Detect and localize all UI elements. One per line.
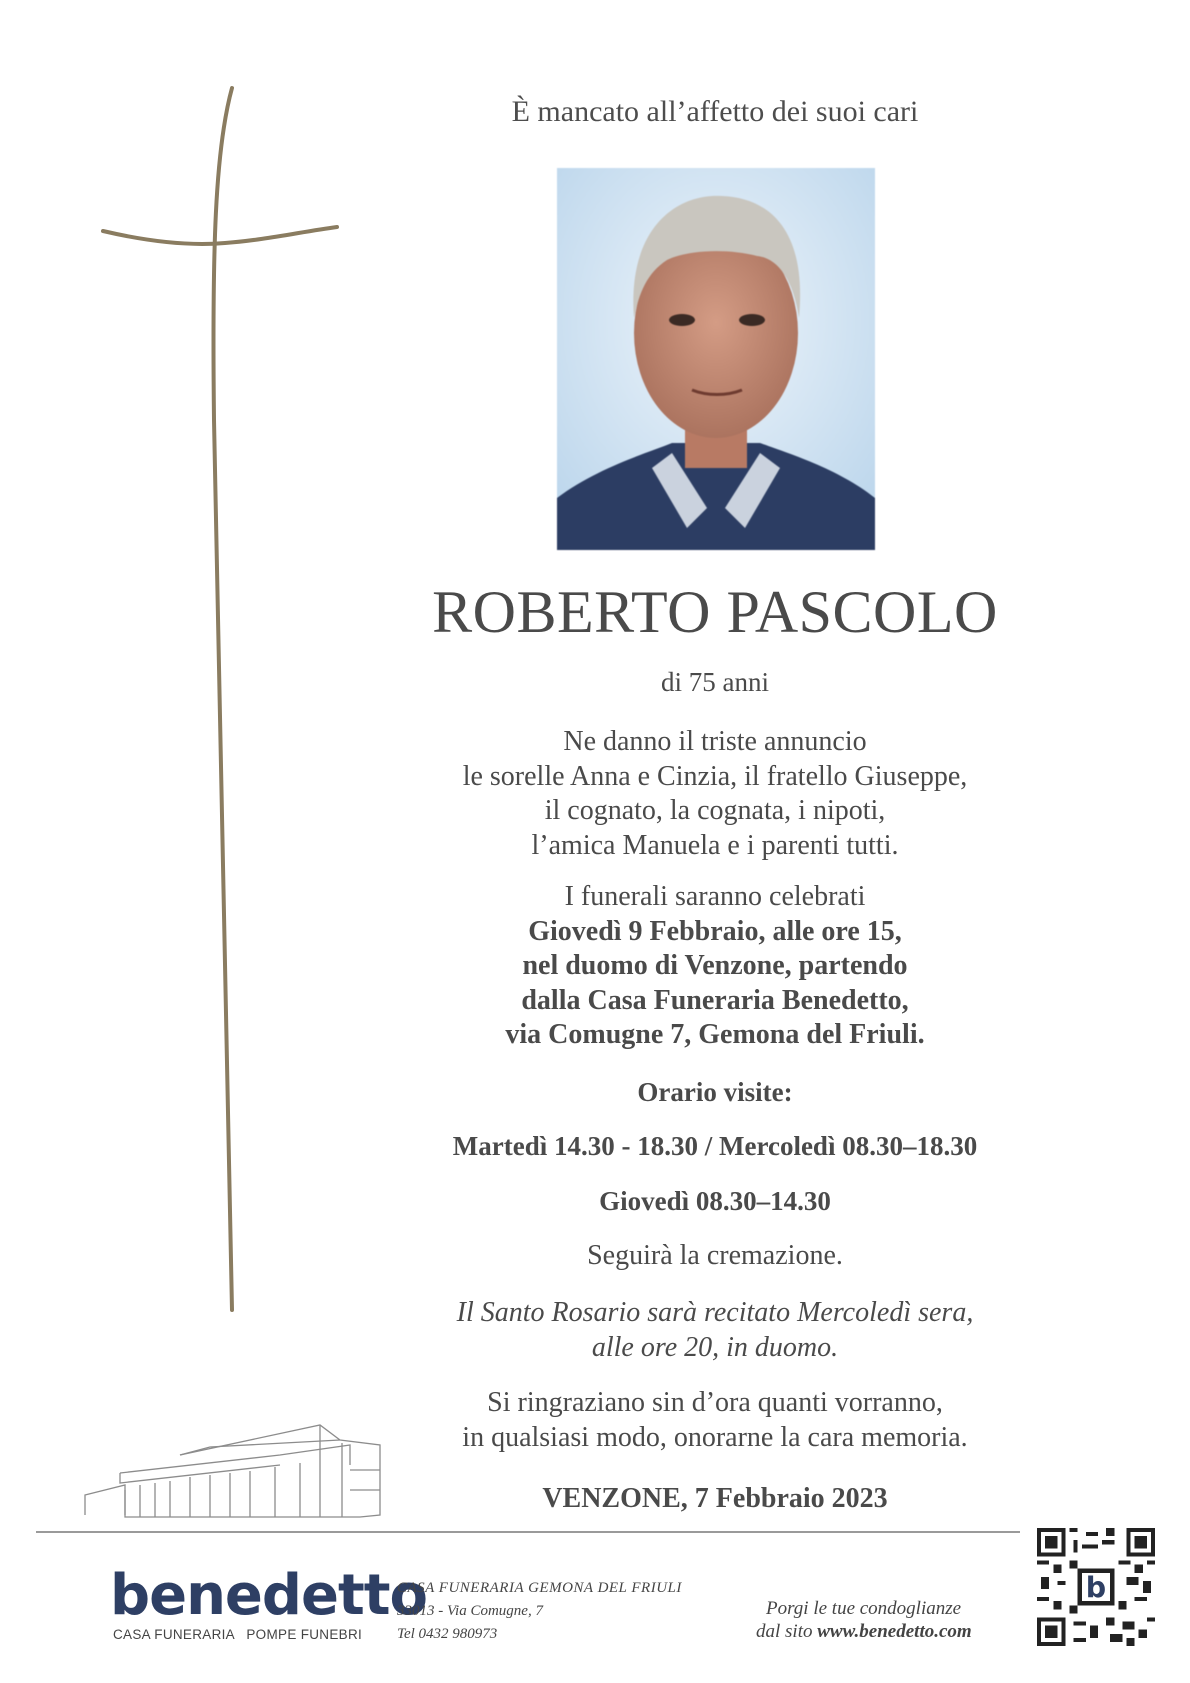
announcement-line: il cognato, la cognata, i nipoti, <box>544 795 886 826</box>
condolences-prefix: dal sito <box>756 1621 818 1642</box>
address-line: CASA FUNERARIA GEMONA DEL FRIULI <box>397 1580 682 1596</box>
address-line: 33013 - Via Comugne, 7 <box>397 1603 543 1619</box>
building-icon <box>80 1415 390 1535</box>
place-date: VENZONE, 7 Febbraio 2023 <box>542 1483 888 1514</box>
announcement-line: le sorelle Anna e Cinzia, il fratello Giuseppe, <box>462 760 968 792</box>
funeral-line: Giovedì 9 Febbraio, alle ore 15, <box>528 915 902 947</box>
rosary-line: Il Santo Rosario sarà recitato Mercoledì sera, <box>456 1297 974 1328</box>
rosary-note <box>385 1296 1045 1365</box>
cremation-note: Seguirà la cremazione. <box>587 1240 843 1271</box>
condolences-text: Porgi le tue condoglianze <box>766 1598 962 1619</box>
deceased-name: ROBERTO PASCOLO <box>432 579 998 645</box>
footer-divider <box>36 1531 1020 1533</box>
visits-title: Orario visite: <box>637 1077 793 1107</box>
announcement <box>385 725 1045 863</box>
website-link[interactable]: www.benedetto.com <box>817 1621 972 1642</box>
cross-icon <box>0 0 360 1320</box>
announcement-line: Ne danno il triste annuncio <box>563 726 867 757</box>
visits-hours: Martedì 14.30 - 18.30 / Mercoledì 08.30–18.30 <box>452 1131 978 1161</box>
funeral-line: nel duomo di Venzone, partendo <box>522 950 908 981</box>
phone-line: Tel 0432 980973 <box>397 1626 498 1642</box>
qr-code-icon[interactable] <box>1037 1528 1155 1646</box>
portrait-photo <box>557 168 875 550</box>
age: di 75 anni <box>661 667 769 697</box>
rosary-line: alle ore 20, in duomo. <box>591 1331 839 1363</box>
thanks-line: in qualsiasi modo, onorarne la cara memoria. <box>462 1421 968 1453</box>
funeral-line: dalla Casa Funeraria Benedetto, <box>521 984 909 1016</box>
funeral-info <box>385 880 1045 1053</box>
announcement-line: l’amica Manuela e i parenti tutti. <box>531 829 899 861</box>
funeral-intro: I funerali saranno celebrati <box>564 881 866 912</box>
thanks-line: Si ringraziano sin d’ora quanti vorranno, <box>487 1387 943 1418</box>
svg-text:b: b <box>1085 1571 1107 1605</box>
funeral-line: via Comugne 7, Gemona del Friuli. <box>505 1019 925 1050</box>
brand-logo: benedetto <box>110 1563 427 1628</box>
visits-hours: Giovedì 08.30–14.30 <box>599 1186 831 1216</box>
condolences-site <box>756 1621 1006 1643</box>
brand-subtitle: CASA FUNERARIA POMPE FUNEBRI <box>113 1627 363 1642</box>
heading: È mancato all’affetto dei suoi cari <box>511 95 919 128</box>
thanks-note <box>385 1386 1045 1455</box>
